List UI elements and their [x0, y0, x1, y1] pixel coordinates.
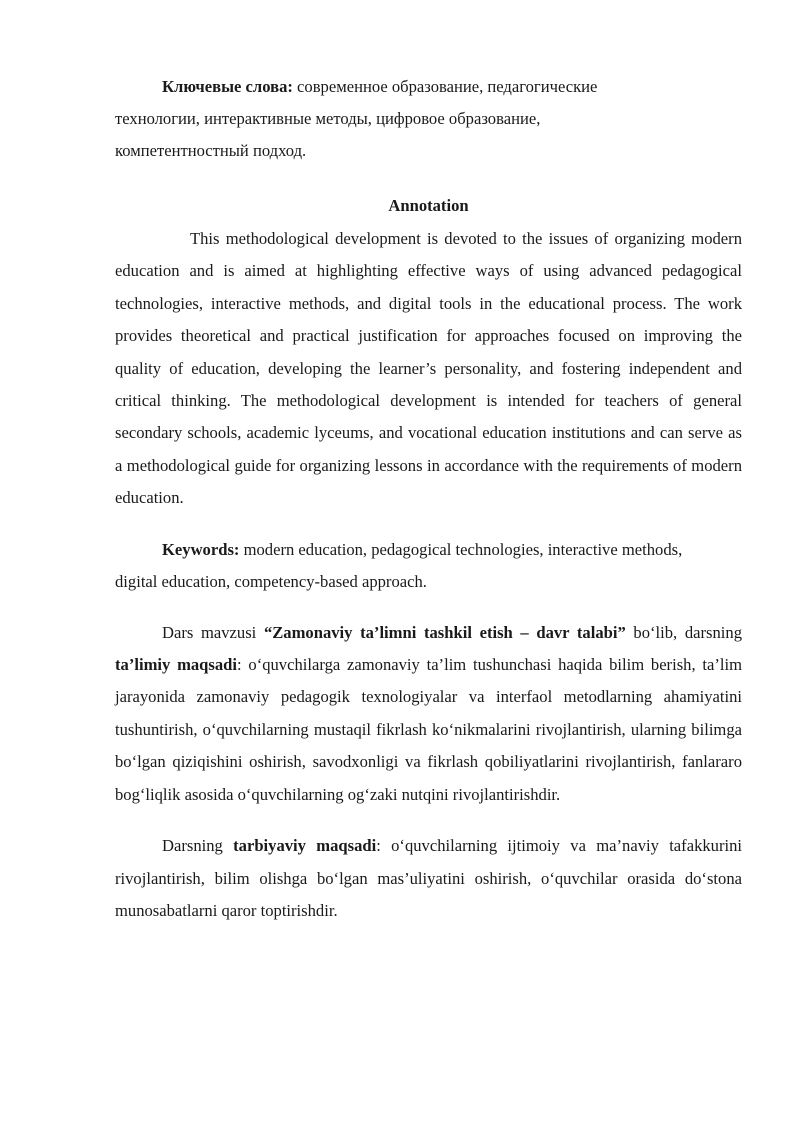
english-keywords-label: Keywords: [162, 539, 240, 559]
russian-keywords-paragraph [115, 71, 675, 167]
annotation-heading: Annotation [388, 196, 469, 215]
lesson-topic: “Zamonaviy ta’limni tashkil etish – davr talabi” [263, 622, 626, 642]
russian-keywords-text: современное образование, педагогические технологии, интерактивные методы, цифровое образование, компетентностный подход. [115, 77, 598, 160]
russian-keywords-label: Ключевые слова: [162, 77, 293, 96]
educational-goal-label: ta’limiy maqsadi [115, 655, 238, 675]
educational-goal-mid: bo‘lib, darsning [625, 622, 742, 642]
annotation-paragraph: This methodological development is devoted to the issues of organizing modern education and is aimed at highlighting effective ways of using advanced pedagogical technologies, interactive methods, and digital tools in the educational process. The work provides theoretical and practical justification for approaches focused on improving the quality of education, developing the learner’s personality, and fostering independent and critical thinking. The methodological development is intended for teachers of general secondary schools, academic lyceums, and vocational education institutions and can serve as a methodological guide for organizing lessons in accordance with the requirements of modern education. [115, 229, 742, 508]
upbringing-goal-paragraph [115, 830, 742, 927]
document-page [115, 0, 742, 927]
upbringing-goal-intro: Darsning [162, 836, 234, 856]
educational-goal-text: : o‘quvchilarga zamonaviy ta’lim tushunchasi haqida bilim berish, ta’lim jarayonida zamonaviy pedagogik texnologiyalar va interfaol metodlarning ahamiyatini tushuntirish, o‘quvchilarning mustaqil fikrlash ko‘nikmalarini rivojlantirish, ularning bilimga bo‘lgan qiziqishini oshirish, savodxonligi va fikrlash qobiliyatlarini rivojlantirish, fanlararo bog‘liqlik asosida o‘quvchilarning og‘zaki nutqini rivojlantirishdir. [115, 655, 742, 804]
english-keywords-text: modern education, pedagogical technologies, interactive methods, digital education, competency-based approach. [115, 539, 683, 591]
english-keywords-paragraph [115, 534, 695, 598]
educational-goal-paragraph [115, 617, 742, 811]
upbringing-goal-label: tarbiyaviy maqsadi [233, 836, 377, 856]
educational-goal-intro: Dars mavzusi [162, 622, 264, 642]
upbringing-goal-text: : o‘quvchilarning ijtimoiy va ma’naviy tafakkurini rivojlantirish, bilim olishga bo‘lgan mas’uliyatini oshirish, o‘quvchilar orasida do‘stona munosabatlarni qaror toptirishdir. [115, 836, 742, 920]
